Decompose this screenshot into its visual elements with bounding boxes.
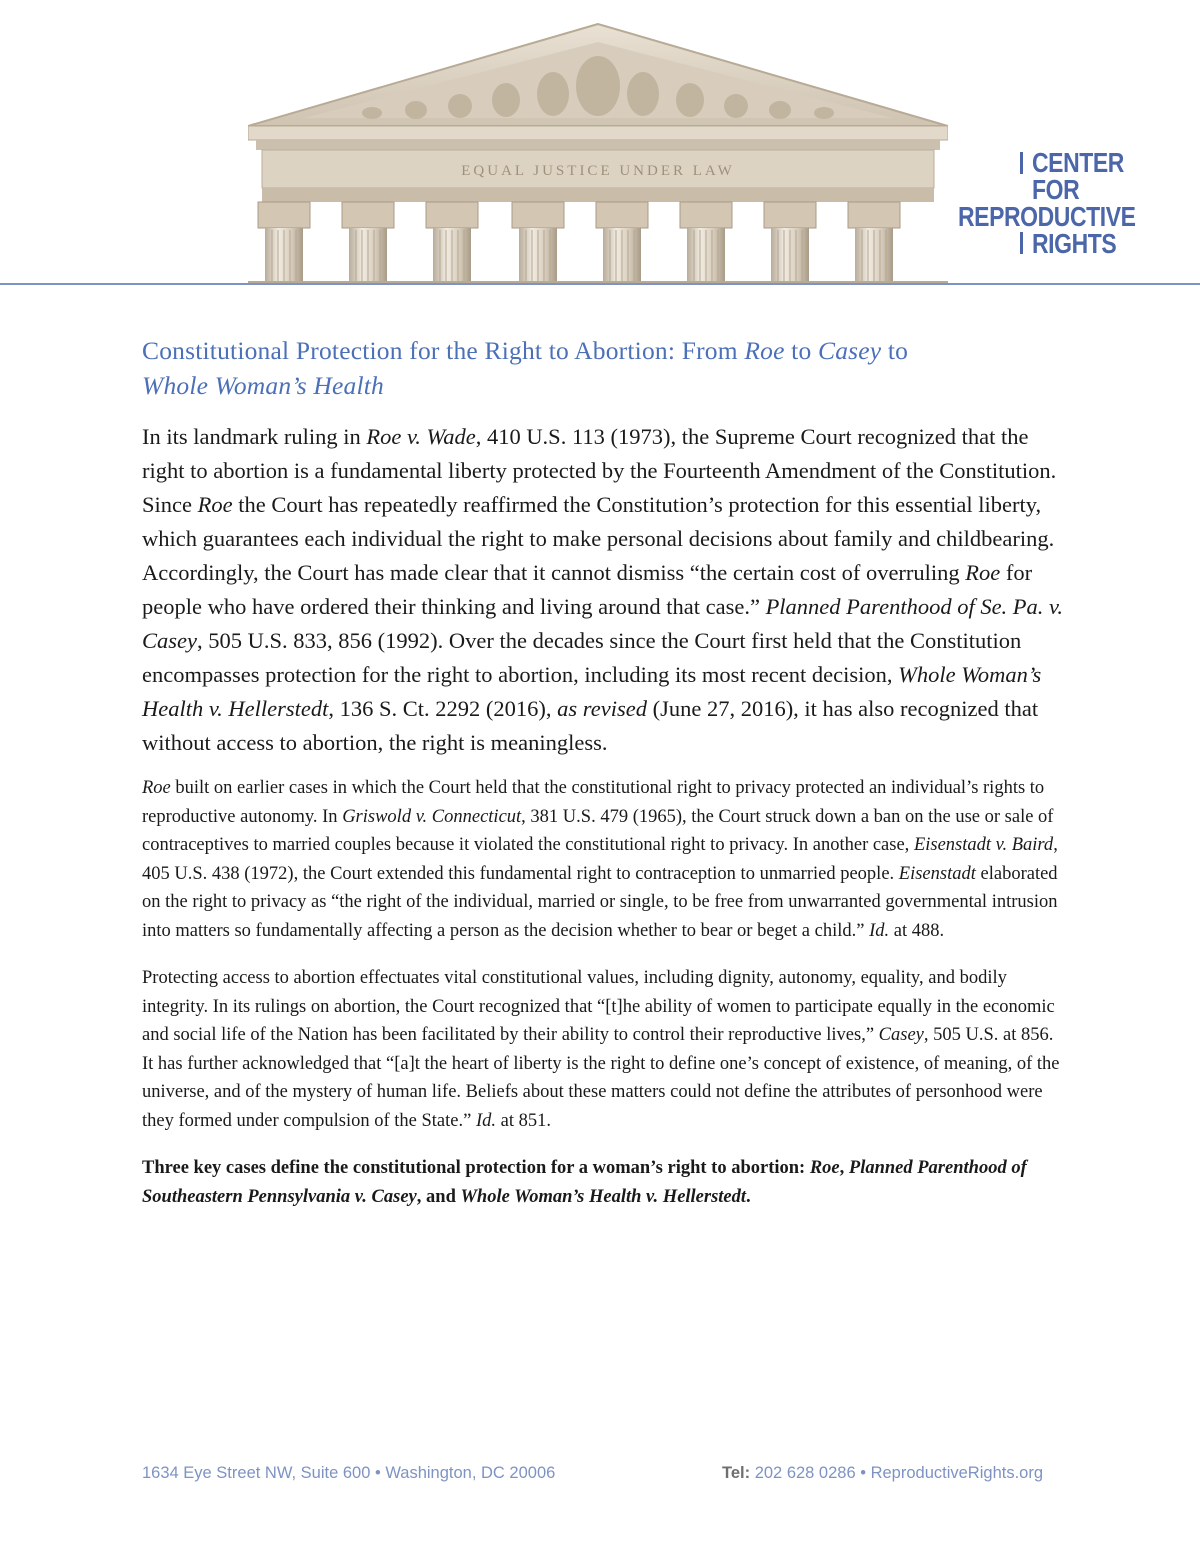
page-header	[0, 0, 1200, 290]
logo-bar-top	[1020, 152, 1023, 174]
footer-address: 1634 Eye Street NW, Suite 600 • Washington, DC 20006	[142, 1464, 556, 1482]
center-for-reproductive-rights-logo	[958, 147, 1136, 260]
footer-contact	[722, 1464, 1043, 1483]
document-title: Constitutional Protection for the Right to Abortion: From Roe to Casey to Whole Woman’s Health	[142, 336, 909, 400]
document-body	[142, 333, 1067, 1211]
supreme-court-facade-image	[248, 18, 948, 283]
logo-bar-bottom	[1020, 232, 1023, 254]
key-cases-statement: Three key cases define the constitutional protection for a woman’s right to abortion: Roe, Planned Parenthood of Southeastern Pennsylvania v. Casey, and Whole Woman’s Health v. Hellerstedt.	[142, 1158, 1027, 1207]
column-capital	[342, 202, 394, 228]
body-paragraph-values: Protecting access to abortion effectuates vital constitutional values, including dignity, autonomy, equality, and bodily integrity. In its rulings on abortion, the Court recognized that “[t]he ability of women to participate equally in the economic and social life of the Nation has been facilitated by their ability to control their reproductive lives,” Casey, 505 U.S. at 856. It has further acknowledged that “[a]t the heart of liberty is the right to define one’s concept of existence, of meaning, of the universe, and of the mystery of human life. Beliefs about these matters could not define the attributes of personhood were they formed under compulsion of the State.” Id. at 851.	[142, 968, 1060, 1131]
column-capital	[426, 202, 478, 228]
logo-line-2: FOR	[1032, 174, 1080, 205]
footer-tel-label: Tel:	[722, 1464, 751, 1482]
column-capital	[680, 202, 732, 228]
column-capital	[258, 202, 310, 228]
lead-paragraph: In its landmark ruling in Roe v. Wade, 410 U.S. 113 (1973), the Supreme Court recognized that the right to abortion is a fundamental liberty protected by the Fourteenth Amendment of the Constitution. Since Roe the Court has repeatedly reaffirmed the Constitution’s protection for this essential liberty, which guarantees each individual the right to make personal decisions about family and childbearing. Accordingly, the Court has made clear that it cannot dismiss “the certain cost of overruling Roe for people who have ordered their thinking and living around that case.” Planned Parenthood of Se. Pa. v. Casey, 505 U.S. 833, 856 (1992). Over the decades since the Court first held that the Constitution encompasses protection for the right to abortion, including its most recent decision, Whole Woman’s Health v. Hellerstedt, 136 S. Ct. 2292 (2016), as revised (June 27, 2016), it has also recognized that without access to abortion, the right is meaningless.	[142, 424, 1063, 755]
column-capital	[848, 202, 900, 228]
footer-tel-website: 202 628 0286 • ReproductiveRights.org	[750, 1464, 1044, 1482]
header-divider	[0, 283, 1200, 285]
logo-line-1: CENTER	[1032, 147, 1124, 178]
column-capital	[596, 202, 648, 228]
logo-line-4: RIGHTS	[1032, 228, 1117, 259]
body-paragraph-privacy: Roe built on earlier cases in which the Court held that the constitutional right to privacy protected an individual’s rights to reproductive autonomy. In Griswold v. Connecticut, 381 U.S. 479 (1965), the Court struck down a ban on the use or sale of contraceptives to married couples because it violated the constitutional right to privacy. In another case, Eisenstadt v. Baird, 405 U.S. 438 (1972), the Court extended this fundamental right to contraception to unmarried people. Eisenstadt elaborated on the right to privacy as “the right of the individual, married or single, to be free from unwarranted governmental intrusion into matters so fundamentally affecting a person as the decision whether to bear or beget a child.” Id. at 488.	[142, 778, 1058, 941]
logo-line-3: REPRODUCTIVE	[958, 201, 1136, 232]
column-capital	[764, 202, 816, 228]
column-capital	[512, 202, 564, 228]
frieze-text: EQUAL JUSTICE UNDER LAW	[461, 163, 735, 179]
